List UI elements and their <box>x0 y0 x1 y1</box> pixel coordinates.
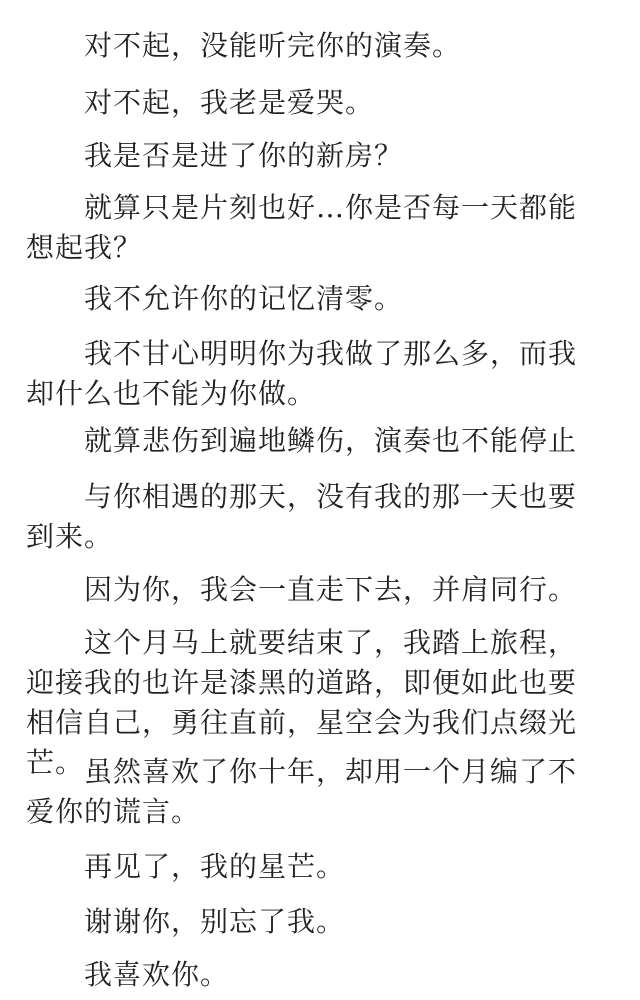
paragraph-2: 对不起，我老是爱哭。 <box>84 86 375 119</box>
paragraph-11: 虽然喜欢了你十年，却用一个月编了不爱你的谎言。 <box>26 755 578 828</box>
paragraph-6: 我不甘心明明你为我做了那么多，而我却什么也不能为你做。 <box>26 337 578 410</box>
paragraph-5: 我不允许你的记忆清零。 <box>84 282 404 315</box>
paragraph-1: 对不起，没能听完你的演奏。 <box>84 29 462 62</box>
paragraph-7: 就算悲伤到遍地鳞伤，演奏也不能停止 <box>84 424 578 457</box>
paragraph-4: 就算只是片刻也好…你是否每一天都能想起我？ <box>26 191 578 264</box>
paragraph-8: 与你相遇的那天，没有我的那一天也要到来。 <box>26 480 578 553</box>
paragraph-14: 我喜欢你。 <box>84 958 230 991</box>
paragraph-3: 我是否是进了你的新房？ <box>84 139 404 172</box>
paragraph-10: 这个月马上就要结束了，我踏上旅程，迎接我的也许是漆黑的道路，即便如此也要相信自己，勇往直前，星空会为我们点缀光芒。 <box>26 626 578 779</box>
paragraph-12: 再见了，我的星芒。 <box>84 850 346 883</box>
paragraph-9: 因为你，我会一直走下去，并肩同行。 <box>84 573 578 606</box>
paragraph-13: 谢谢你，别忘了我。 <box>84 905 346 938</box>
